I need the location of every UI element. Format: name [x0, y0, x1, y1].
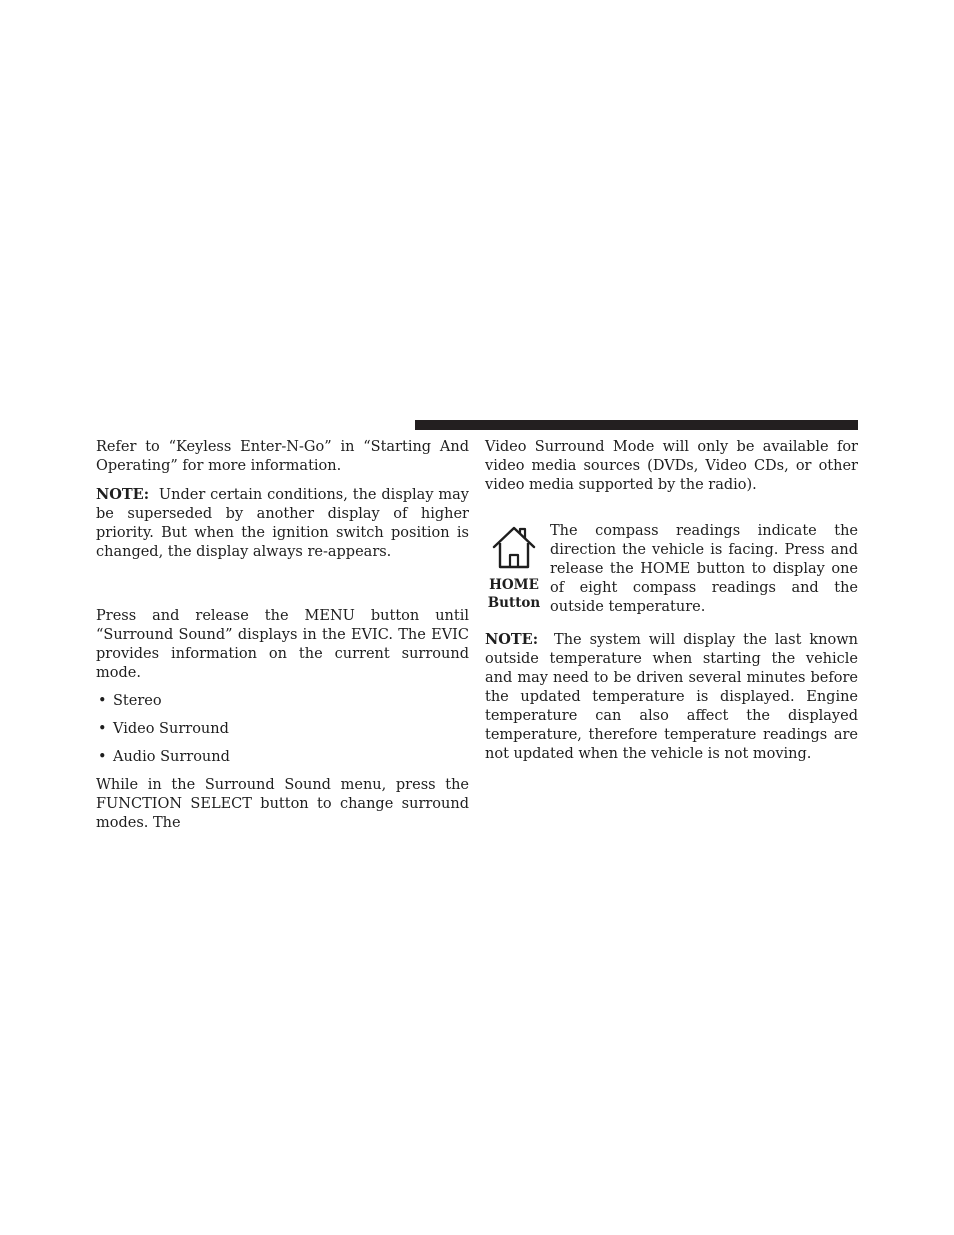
list-item: • Stereo [98, 693, 162, 709]
note-text: Under certain conditions, the display may be superseded by another display of higher priority. But when the ignition switch position is changed, the display always re-appears. [96, 487, 470, 560]
note-label: NOTE: [96, 486, 150, 503]
compass-paragraph: The compass readings indicate the direction the vehicle is facing. Press and release the HOME button to display one of eight compass readings and the outside temperature. [550, 523, 858, 615]
home-label: HOME [489, 577, 539, 593]
surround-mode-list [96, 692, 469, 767]
intro-paragraph: Refer to “Keyless Enter-N-Go” in “Starting And Operating” for more information. [96, 439, 469, 474]
house-icon [489, 523, 539, 571]
bullet: • [98, 721, 107, 737]
video-surround-paragraph: Video Surround Mode will only be available for video media sources (DVDs, Video CDs, or other video media supported by the radio). [485, 439, 858, 493]
list-item: • Audio Surround [98, 749, 230, 765]
left-column [96, 438, 469, 833]
section-header-bar [415, 420, 858, 430]
list-item: • Video Surround [98, 721, 229, 737]
home-button-figure [485, 522, 543, 612]
function-select-paragraph: While in the Surround Sound menu, press the FUNCTION SELECT button to change surround modes. The [96, 777, 469, 831]
right-column [485, 438, 858, 764]
note-paragraph [485, 630, 858, 764]
note-label: NOTE: [485, 631, 539, 648]
surround-paragraph: Press and release the MENU button until “Surround Sound” displays in the EVIC. The EVIC provides information on the current surround mode. [96, 608, 469, 681]
button-label: Button [487, 595, 541, 611]
bullet: • [98, 749, 107, 765]
note-text: The system will display the last known outside temperature when starting the vehicle and may need to be driven several minutes before the updated temperature is displayed. Engine temperature can also affect the displayed temperature, therefore temperature readings are not updated when the vehicle is not moving. [485, 632, 858, 762]
bullet: • [98, 693, 107, 709]
note-paragraph [96, 485, 469, 562]
home-button-block [485, 522, 858, 617]
